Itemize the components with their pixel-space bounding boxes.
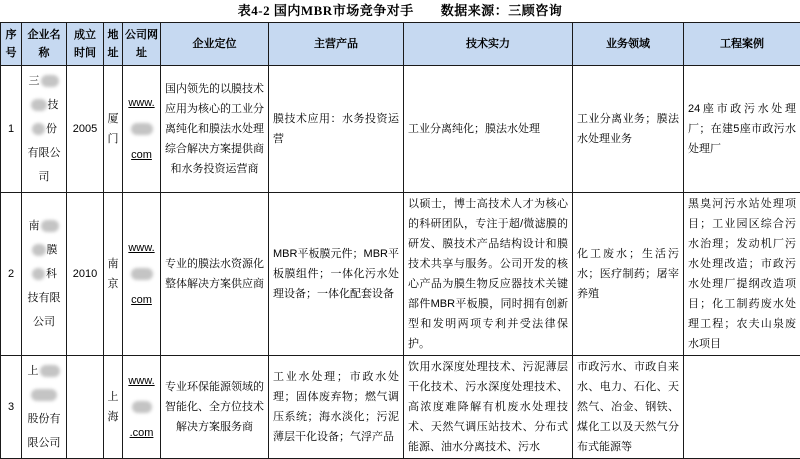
cell-positioning: 国内领先的以膜技术应用为核心的工业分离纯化和膜法水处理综合解决方案提供商和水务投资运营商 <box>161 66 269 193</box>
cell-serial: 1 <box>1 66 22 193</box>
table-row <box>1 66 800 193</box>
cell-website <box>123 193 161 356</box>
redacted-blur <box>41 75 59 87</box>
text-fragment: 膜 <box>47 244 58 256</box>
company-name-line <box>24 262 64 286</box>
redacted-blur <box>31 389 57 401</box>
table-row <box>1 356 800 459</box>
company-name-line <box>24 238 64 262</box>
company-name-line <box>24 359 64 383</box>
col-header-3: 地址 <box>104 23 123 66</box>
text-fragment: 技有限 <box>28 292 61 304</box>
table-row <box>1 193 800 356</box>
company-name-line <box>24 117 64 141</box>
cell-founded-year: 2010 <box>67 193 104 356</box>
col-header-0: 序号 <box>1 23 22 66</box>
table-body <box>1 66 800 459</box>
company-name-line <box>24 141 64 165</box>
text-fragment: www. <box>128 375 154 387</box>
redacted-blur <box>31 99 47 111</box>
website-line <box>127 394 156 420</box>
cell-project-cases: 24座市政污水处理厂；在建5座市政污水处理厂 <box>684 66 800 193</box>
company-name-line <box>24 310 64 334</box>
website-line <box>127 90 156 116</box>
company-name-line <box>24 383 64 407</box>
website-line <box>127 368 156 394</box>
redacted-blur <box>131 123 153 135</box>
website-line <box>127 420 156 446</box>
cell-company-name <box>22 66 67 193</box>
cell-company-name <box>22 193 67 356</box>
redacted-blur <box>41 220 59 232</box>
company-name-line <box>24 431 64 455</box>
text-fragment: www. <box>128 242 154 254</box>
col-header-9: 工程案例 <box>684 23 800 66</box>
text-fragment: 有限公 <box>28 147 61 159</box>
company-name-line <box>24 214 64 238</box>
cell-address: 南京 <box>104 193 123 356</box>
cell-business-fields: 工业分离业务；膜法水处理业务 <box>573 66 684 193</box>
cell-founded-year <box>67 356 104 459</box>
col-header-2: 成立时间 <box>67 23 104 66</box>
col-header-5: 企业定位 <box>161 23 269 66</box>
cell-main-products: 工业水处理；市政水处理；固体废弃物；燃气调压系统；海水淡化；污泥薄层干化设备；气浮产品 <box>269 356 404 459</box>
cell-tech-strength: 以硕士，博士高技术人才为核心的科研团队，专注于超/微滤膜的研发、膜技术产品结构设计和膜技术共享与服务。公司开发的核心产品为膜生物反应器技术关键部件MBR平板膜，同时拥有创新型和发明两项专利并受法律保护。 <box>404 193 573 356</box>
text-fragment: 三 <box>29 75 40 87</box>
website-line <box>127 261 156 287</box>
text-fragment: .com <box>130 427 154 439</box>
cell-serial: 2 <box>1 193 22 356</box>
col-header-4: 公司网址 <box>123 23 161 66</box>
text-fragment: 公司 <box>33 316 55 328</box>
competitors-table <box>0 22 800 459</box>
text-fragment: 限公司 <box>28 437 61 449</box>
text-fragment: 份 <box>46 123 57 135</box>
cell-website <box>123 66 161 193</box>
redacted-blur <box>32 268 45 280</box>
cell-positioning: 专业的膜法水资源化整体解决方案供应商 <box>161 193 269 356</box>
cell-main-products: MBR平板膜元件；MBR平板膜组件；一体化污水处理设备；一体化配套设备 <box>269 193 404 356</box>
cell-project-cases: 黑臭河污水站处理项目；工业园区综合污水治理；发动机厂污水处理改造；市政污水处理厂提纲改造项目；化工制药废水处理工程；农夫山泉废水项目 <box>684 193 800 356</box>
cell-company-name <box>22 356 67 459</box>
cell-serial: 3 <box>1 356 22 459</box>
cell-tech-strength: 饮用水深度处理技术、污泥薄层干化技术、污水深度处理技术、高浓度难降解有机废水处理技术、天然气调压站技术、分布式能源、油水分离技术、污水 <box>404 356 573 459</box>
text-fragment: 上 <box>28 365 39 377</box>
text-fragment: 股份有 <box>28 413 61 425</box>
website-line <box>127 287 156 313</box>
cell-positioning: 专业环保能源领域的智能化、全方位技术解决方案服务商 <box>161 356 269 459</box>
company-name-line <box>24 165 64 189</box>
cell-founded-year: 2005 <box>67 66 104 193</box>
cell-address: 厦门 <box>104 66 123 193</box>
cell-tech-strength: 工业分离纯化；膜法水处理 <box>404 66 573 193</box>
cell-website <box>123 356 161 459</box>
text-fragment: 技 <box>48 99 59 111</box>
text-fragment: com <box>131 294 152 306</box>
redacted-blur <box>32 123 45 135</box>
redacted-blur <box>32 244 46 256</box>
header-row <box>1 23 800 66</box>
company-name-line <box>24 69 64 93</box>
col-header-7: 技术实力 <box>404 23 573 66</box>
company-name-line <box>24 407 64 431</box>
table-title: 表4-2 国内MBR市场竞争对手 数据来源：三顾咨询 <box>0 0 800 22</box>
col-header-6: 主营产品 <box>269 23 404 66</box>
redacted-blur <box>40 365 60 377</box>
cell-main-products: 膜技术应用：水务投资运营 <box>269 66 404 193</box>
company-name-line <box>24 286 64 310</box>
col-header-1: 企业名称 <box>22 23 67 66</box>
text-fragment: 科 <box>46 268 57 280</box>
redacted-blur <box>132 401 152 413</box>
text-fragment: www. <box>128 97 154 109</box>
cell-business-fields: 化工废水；生活污水；医疗制药；屠宰养殖 <box>573 193 684 356</box>
cell-business-fields: 市政污水、市政自来水、电力、石化、天然气、冶金、钢铁、煤化工以及天然气分布式能源等 <box>573 356 684 459</box>
text-fragment: com <box>131 149 152 161</box>
company-name-line <box>24 93 64 117</box>
website-line <box>127 116 156 142</box>
text-fragment: 司 <box>39 171 50 183</box>
website-line <box>127 142 156 168</box>
redacted-blur <box>131 268 153 280</box>
text-fragment: 南 <box>29 220 40 232</box>
cell-address: 上海 <box>104 356 123 459</box>
table-header <box>1 23 800 66</box>
col-header-8: 业务领域 <box>573 23 684 66</box>
website-line <box>127 235 156 261</box>
cell-project-cases <box>684 356 800 459</box>
